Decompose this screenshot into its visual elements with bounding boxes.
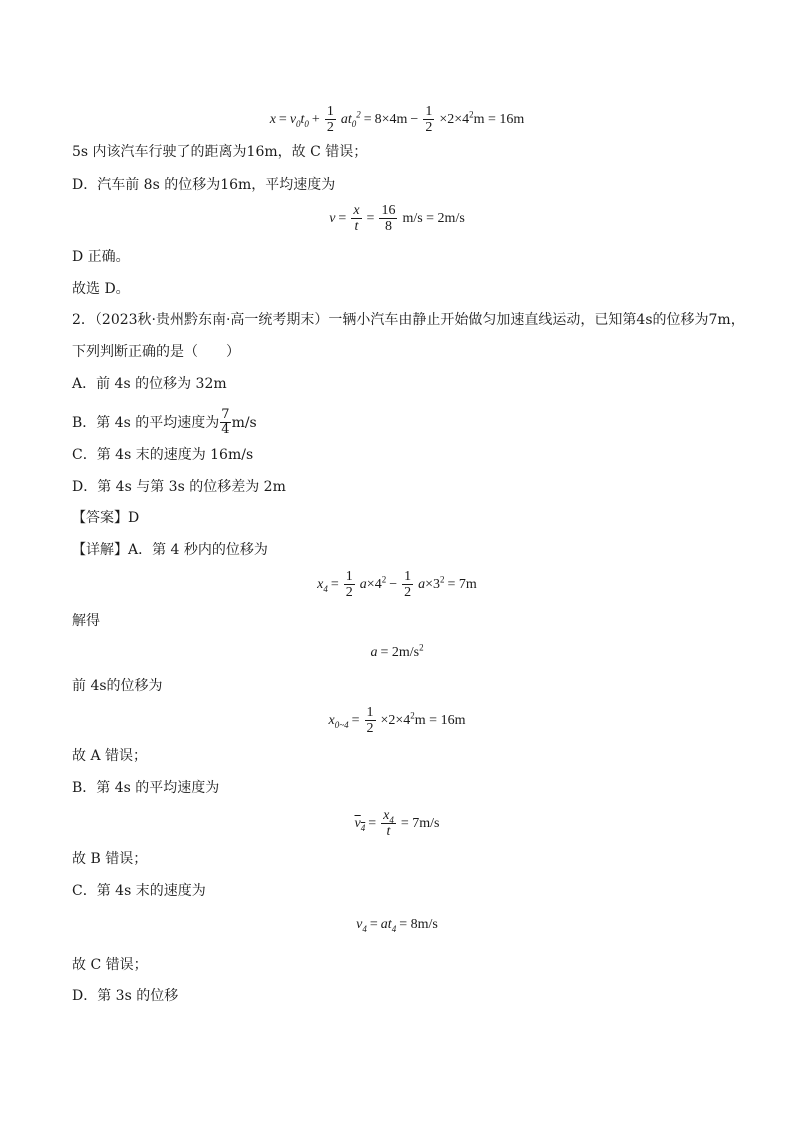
eq-part: ×4 bbox=[366, 576, 382, 592]
numerator: 16 bbox=[381, 203, 396, 218]
eq-sign: = bbox=[368, 815, 377, 831]
denominator: t bbox=[354, 219, 359, 234]
eq-sub: 0~4 bbox=[334, 719, 349, 730]
eq-text bbox=[439, 108, 525, 128]
equation-4th-end-velocity bbox=[0, 917, 794, 933]
eq-text: 8×4m bbox=[374, 111, 408, 127]
fraction bbox=[325, 104, 336, 135]
text-line: 5s 内该汽车行驶了的距离为16m，故 C 错误； bbox=[72, 144, 368, 160]
answer-label: 【答案】D bbox=[72, 510, 140, 526]
text-line: 解得 bbox=[72, 613, 100, 629]
denominator: 8 bbox=[384, 219, 392, 234]
eq-text: = 7m/s bbox=[400, 815, 440, 831]
eq-text bbox=[380, 709, 466, 729]
eq-sub: 4 bbox=[389, 814, 394, 825]
numerator: x bbox=[353, 203, 360, 218]
eq-sub: 0 bbox=[351, 118, 357, 129]
eq-var: a bbox=[359, 576, 367, 592]
text-line: 故 C 错误； bbox=[72, 957, 148, 973]
option-b bbox=[72, 408, 257, 437]
denominator: 2 bbox=[404, 585, 412, 600]
detail-label: 【详解】A．第 4 秒内的位移为 bbox=[72, 542, 268, 558]
text-line: D．汽车前 8s 的位移为16m，平均速度为 bbox=[72, 177, 336, 193]
eq-sign: = bbox=[351, 712, 360, 728]
eq-text: = 7m bbox=[447, 576, 477, 592]
numerator: 1 bbox=[345, 569, 353, 584]
text-line: 前 4s的位移为 bbox=[72, 678, 163, 694]
eq-var: a bbox=[418, 576, 426, 592]
denominator: 2 bbox=[326, 120, 334, 135]
text-line: B．第 4s 的平均速度为 bbox=[72, 780, 220, 796]
eq-var: x bbox=[317, 576, 324, 592]
numerator: 7 bbox=[221, 407, 230, 422]
eq-sign: = bbox=[366, 210, 375, 226]
fraction bbox=[423, 104, 434, 135]
eq-var: a bbox=[380, 917, 388, 932]
eq-part: ×2×4 bbox=[439, 111, 470, 127]
equation-acceleration bbox=[0, 642, 794, 661]
eq-term bbox=[355, 816, 366, 832]
question-stem: 2．（2023秋·贵州黔东南·高一统考期末）一辆小汽车由静止开始做匀加速直线运动，已知第4s的位移为7m， bbox=[72, 312, 745, 328]
eq-sup: 2 bbox=[469, 108, 474, 119]
eq-var: v bbox=[289, 111, 297, 127]
numerator: 1 bbox=[326, 104, 334, 119]
text-line: 故 A 错误； bbox=[72, 748, 148, 764]
eq-var: v bbox=[329, 210, 336, 226]
eq-term bbox=[356, 917, 367, 933]
eq-text bbox=[359, 573, 387, 593]
text-line: D．第 3s 的位移 bbox=[72, 988, 179, 1004]
equation-displacement-5s bbox=[0, 104, 794, 135]
denominator: 2 bbox=[425, 120, 433, 135]
eq-sign: − bbox=[410, 111, 419, 127]
eq-sign: + bbox=[311, 111, 320, 127]
denominator: 2 bbox=[366, 721, 374, 736]
equation-4th-second bbox=[0, 569, 794, 600]
denominator: t bbox=[386, 824, 391, 839]
option-d: D．第 4s 与第 3s 的位移差为 2m bbox=[72, 479, 286, 495]
eq-var: v bbox=[354, 815, 361, 831]
eq-part: = 2m/s bbox=[380, 645, 420, 660]
eq-text: = 8m/s bbox=[399, 917, 438, 932]
eq-text: m/s = 2m/s bbox=[402, 210, 465, 226]
option-a: A．前 4s 的位移为 32m bbox=[72, 376, 227, 392]
eq-sign: = bbox=[330, 576, 339, 592]
text-line: D 正确。 bbox=[72, 249, 130, 265]
eq-var: v bbox=[356, 917, 363, 932]
equation-average-velocity bbox=[0, 203, 794, 234]
text-line: 故选 D。 bbox=[72, 281, 130, 297]
fraction bbox=[220, 408, 230, 437]
eq-var: x bbox=[269, 111, 276, 127]
fraction bbox=[365, 705, 376, 736]
eq-sub: 0 bbox=[296, 118, 301, 129]
eq-sup: 2 bbox=[381, 573, 387, 584]
eq-sub: 4 bbox=[391, 923, 397, 934]
eq-sub: 4 bbox=[362, 923, 367, 934]
numerator bbox=[381, 808, 396, 824]
eq-sup: 2 bbox=[410, 709, 415, 720]
eq-term bbox=[290, 112, 309, 128]
eq-var: x bbox=[383, 808, 390, 823]
eq-sign: = bbox=[338, 210, 347, 226]
eq-sub: 0 bbox=[304, 118, 309, 129]
equation-4th-avg-velocity bbox=[0, 808, 794, 839]
eq-var: t bbox=[387, 917, 392, 932]
fraction bbox=[381, 808, 396, 839]
numerator: 1 bbox=[366, 705, 374, 720]
eq-sign: = bbox=[278, 111, 287, 127]
eq-var: x bbox=[328, 712, 335, 728]
eq-var: a bbox=[340, 111, 348, 127]
text-line: C．第 4s 末的速度为 bbox=[72, 883, 206, 899]
eq-var: t bbox=[300, 111, 305, 127]
eq-sup: 2 bbox=[419, 642, 424, 653]
eq-term bbox=[317, 577, 328, 593]
eq-sign: = bbox=[369, 917, 378, 932]
eq-var: t bbox=[347, 111, 352, 127]
eq-sup: 2 bbox=[440, 573, 445, 584]
eq-text bbox=[380, 642, 424, 661]
eq-term bbox=[340, 108, 361, 129]
option-c: C．第 4s 末的速度为 16m/s bbox=[72, 447, 254, 463]
eq-sign: = bbox=[363, 111, 372, 127]
option-b-unit: m/s bbox=[231, 414, 257, 431]
eq-part: ×2×4 bbox=[380, 712, 411, 728]
text-line: 故 B 错误； bbox=[72, 851, 148, 867]
fraction bbox=[402, 569, 413, 600]
fraction bbox=[351, 203, 361, 234]
eq-var: a bbox=[370, 645, 378, 660]
eq-sub: 4 bbox=[360, 822, 366, 833]
eq-part: m = 16m bbox=[473, 111, 525, 127]
equation-first-4s bbox=[0, 705, 794, 736]
numerator: 1 bbox=[404, 569, 412, 584]
eq-sup: 2 bbox=[356, 108, 361, 119]
eq-text bbox=[418, 573, 445, 593]
numerator: 1 bbox=[425, 104, 433, 119]
question-stem: 下列判断正确的是（ ） bbox=[72, 344, 240, 360]
eq-term bbox=[381, 917, 396, 933]
fraction bbox=[344, 569, 355, 600]
eq-sign: − bbox=[389, 576, 398, 592]
fraction bbox=[379, 203, 397, 234]
eq-part: m = 16m bbox=[414, 712, 466, 728]
denominator: 4 bbox=[221, 422, 230, 437]
denominator: 2 bbox=[345, 585, 353, 600]
eq-term bbox=[329, 713, 349, 729]
option-b-text: B．第 4s 的平均速度为 bbox=[72, 414, 220, 431]
eq-sub: 4 bbox=[323, 583, 328, 594]
eq-part: ×3 bbox=[425, 576, 441, 592]
